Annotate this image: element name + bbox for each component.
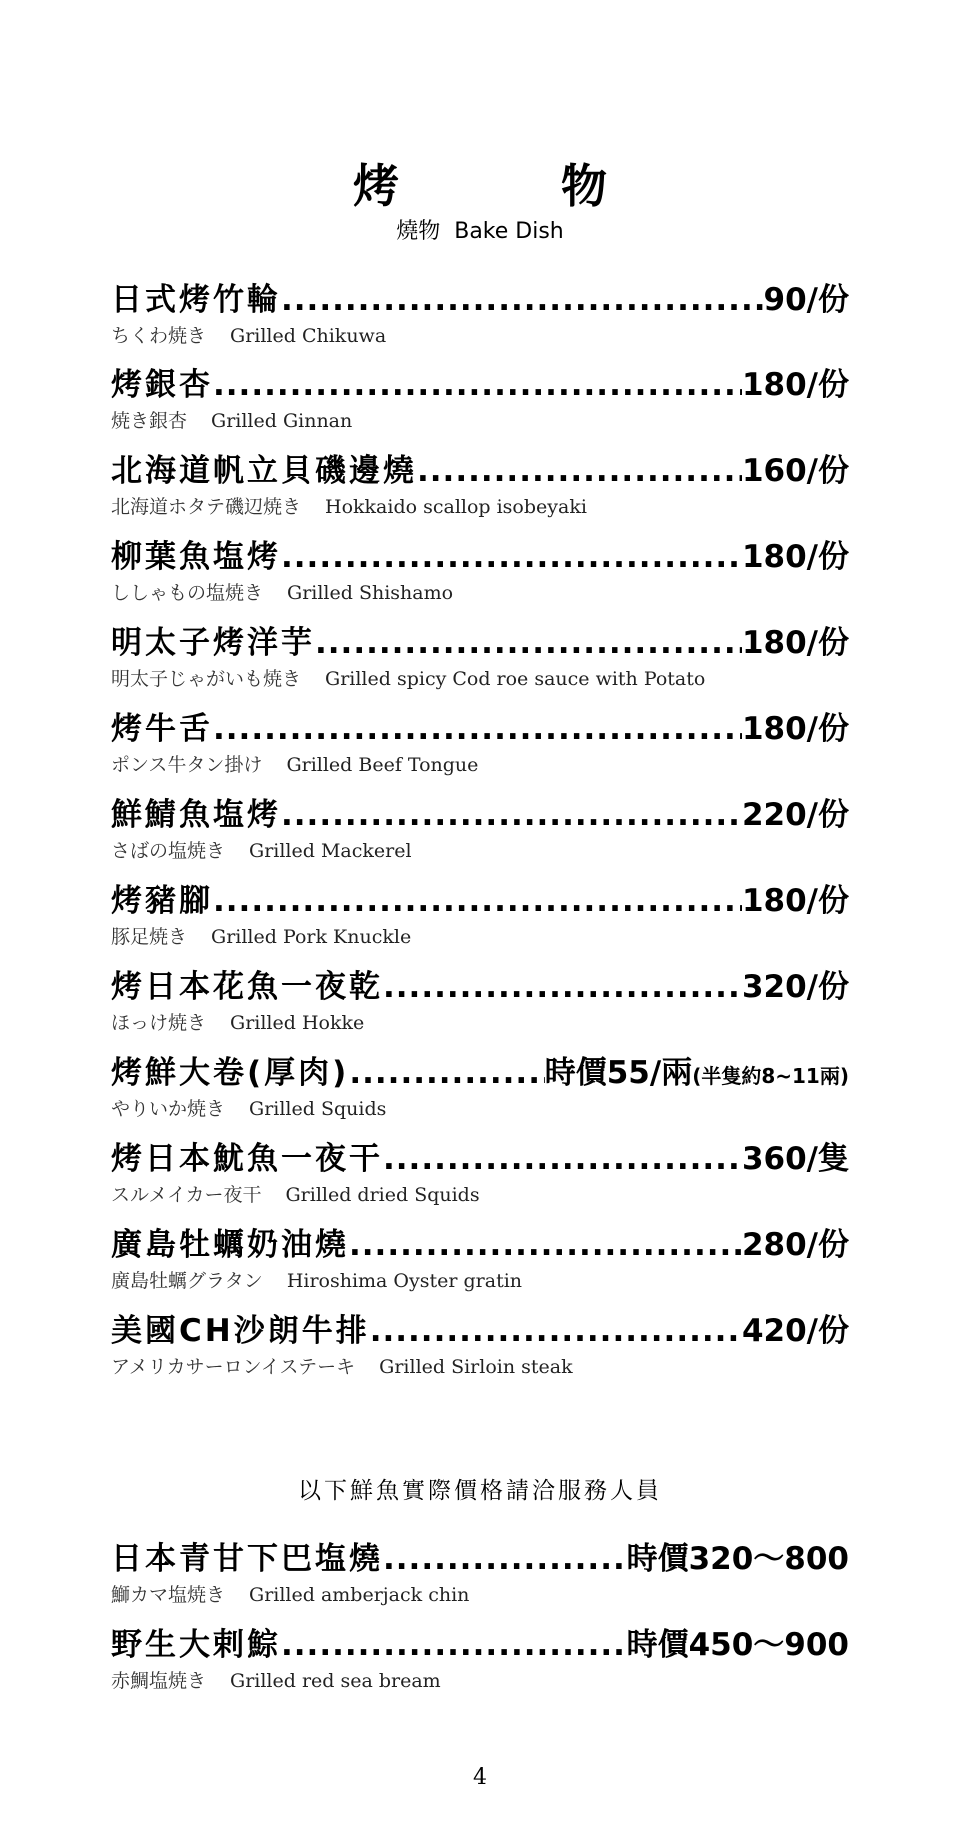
item-name-en: Grilled Sirloin steak bbox=[379, 1356, 573, 1378]
item-name: 烤鮮大卷(厚肉) bbox=[111, 1055, 350, 1091]
item-price: 180/份 bbox=[741, 539, 849, 575]
market-price-item bbox=[111, 1537, 849, 1617]
item-name: 美國CH沙朗牛排 bbox=[111, 1313, 370, 1349]
dot-leader bbox=[213, 707, 742, 751]
menu-item bbox=[111, 965, 849, 1045]
page-number: 4 bbox=[473, 1765, 487, 1790]
item-price: 180/份 bbox=[741, 367, 849, 403]
menu-item bbox=[111, 1223, 849, 1303]
menu-item bbox=[111, 621, 849, 701]
dot-leader bbox=[213, 363, 742, 407]
menu-item bbox=[111, 1051, 849, 1131]
item-price: 280/份 bbox=[741, 1227, 849, 1263]
item-price: 180/份 bbox=[741, 711, 849, 747]
item-name-en: Grilled Chikuwa bbox=[230, 325, 387, 347]
item-name-jp: 赤鯛塩焼き bbox=[111, 1670, 207, 1692]
item-name-jp: ししゃもの塩焼き bbox=[111, 582, 264, 604]
dot-leader bbox=[281, 1623, 627, 1667]
subtitle-jp: 燒物 bbox=[396, 219, 441, 244]
menu-item bbox=[111, 707, 849, 787]
item-price: 220/份 bbox=[741, 797, 849, 833]
item-name-en: Grilled Ginnan bbox=[211, 410, 353, 432]
item-price: 時價55/兩(半隻約8~11兩) bbox=[544, 1055, 849, 1091]
dot-leader bbox=[349, 1223, 742, 1267]
item-price: 180/份 bbox=[741, 883, 849, 919]
item-name: 野生大剌鯮 bbox=[111, 1627, 281, 1663]
dot-leader bbox=[213, 879, 742, 923]
item-name-en: Grilled Squids bbox=[249, 1098, 387, 1120]
dot-leader bbox=[349, 1051, 544, 1095]
menu-item bbox=[111, 363, 849, 443]
item-name-en: Grilled Hokke bbox=[230, 1012, 365, 1034]
item-name: 烤豬腳 bbox=[111, 883, 213, 919]
dot-leader bbox=[383, 1537, 627, 1581]
item-name-en: Hiroshima Oyster gratin bbox=[286, 1270, 523, 1292]
item-name: 烤日本花魚一夜乾 bbox=[111, 969, 383, 1005]
item-name: 柳葉魚塩烤 bbox=[111, 539, 281, 575]
menu-item bbox=[111, 793, 849, 873]
dot-leader bbox=[383, 965, 742, 1009]
price-note: (半隻約8~11兩) bbox=[692, 1064, 849, 1088]
menu-item bbox=[111, 879, 849, 959]
dot-leader bbox=[315, 621, 742, 665]
dot-leader bbox=[370, 1309, 742, 1353]
dot-leader bbox=[281, 793, 742, 837]
item-name-en: Grilled Mackerel bbox=[249, 840, 412, 862]
item-name: 明太子烤洋芋 bbox=[111, 625, 315, 661]
item-name-jp: 焼き銀杏 bbox=[111, 410, 188, 432]
item-price: 時價450～900 bbox=[626, 1627, 849, 1663]
item-name-en: Hokkaido scallop isobeyaki bbox=[325, 496, 587, 518]
dot-leader bbox=[281, 278, 764, 322]
item-price: 420/份 bbox=[741, 1313, 849, 1349]
item-name: 日本青甘下巴塩燒 bbox=[111, 1541, 383, 1577]
item-name-en: Grilled red sea bream bbox=[230, 1670, 441, 1692]
page-subtitle bbox=[0, 218, 960, 246]
item-price: 320/份 bbox=[741, 969, 849, 1005]
item-name: 烤日本魷魚一夜干 bbox=[111, 1141, 383, 1177]
item-name: 北海道帆立貝磯邊燒 bbox=[111, 453, 417, 489]
item-name: 鮮鯖魚塩烤 bbox=[111, 797, 281, 833]
dot-leader bbox=[383, 1137, 742, 1181]
menu-item bbox=[111, 449, 849, 529]
item-price: 360/隻 bbox=[741, 1141, 849, 1177]
dot-leader bbox=[417, 449, 742, 493]
item-name-en: Grilled amberjack chin bbox=[249, 1584, 470, 1606]
item-price: 90/份 bbox=[763, 282, 849, 318]
menu-item bbox=[111, 1137, 849, 1217]
price-notice: 以下鮮魚實際價格請洽服務人員 bbox=[298, 1478, 662, 1504]
menu-item bbox=[111, 278, 849, 358]
item-name-jp: 豚足焼き bbox=[111, 926, 188, 948]
item-price: 時價320～800 bbox=[626, 1541, 849, 1577]
item-name-jp: ポンス牛タン掛け bbox=[111, 754, 263, 776]
item-name: 烤銀杏 bbox=[111, 367, 213, 403]
menu-item bbox=[111, 535, 849, 615]
item-name-jp: ちくわ焼き bbox=[111, 325, 207, 347]
item-name-jp: 廣島牡蠣グラタン bbox=[111, 1270, 263, 1292]
item-name-en: Grilled Pork Knuckle bbox=[211, 926, 412, 948]
item-name-jp: 鰤カマ塩焼き bbox=[111, 1584, 226, 1606]
item-name-en: Grilled spicy Cod roe sauce with Potato bbox=[325, 668, 706, 690]
item-name: 日式烤竹輪 bbox=[111, 282, 281, 318]
item-price: 160/份 bbox=[741, 453, 849, 489]
subtitle-en: Bake Dish bbox=[454, 219, 564, 244]
item-name-jp: さばの塩焼き bbox=[111, 840, 226, 862]
item-name-jp: スルメイカー夜干 bbox=[111, 1184, 262, 1206]
item-name-en: Grilled Shishamo bbox=[287, 582, 454, 604]
item-name-jp: やりいか焼き bbox=[111, 1098, 226, 1120]
page-title: 烤 物 bbox=[353, 159, 665, 213]
item-name-en: Grilled Beef Tongue bbox=[286, 754, 479, 776]
item-name-jp: 明太子じゃがいも焼き bbox=[111, 668, 302, 690]
item-name-jp: ほっけ焼き bbox=[111, 1012, 207, 1034]
item-name: 廣島牡蠣奶油燒 bbox=[111, 1227, 349, 1263]
item-name: 烤牛舌 bbox=[111, 711, 213, 747]
dot-leader bbox=[281, 535, 742, 579]
item-name-jp: アメリカサーロンイステーキ bbox=[111, 1356, 356, 1378]
item-name-jp: 北海道ホタテ磯辺焼き bbox=[111, 496, 302, 518]
item-price: 180/份 bbox=[741, 625, 849, 661]
market-price-item bbox=[111, 1623, 849, 1703]
menu-item bbox=[111, 1309, 849, 1389]
item-name-en: Grilled dried Squids bbox=[285, 1184, 480, 1206]
